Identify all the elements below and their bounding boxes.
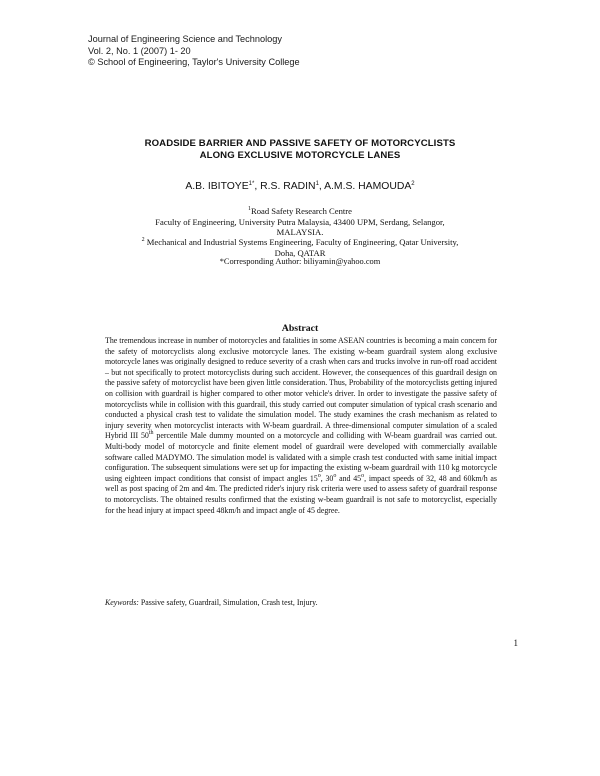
abstract-text: percentile Male dummy mounted on a motorcycle and colliding with W-beam guardrail was carried out. Multi-body model of motorcycle and finite element model of guardrail were developed with commercially available software called MADYMO. The simulation model is validated with a simple crash test conducted with same initial impact configuration. The subsequent simulations were set up for impacting the existing w-beam guardrail with 110 kg motorcycle using eighteen impact conditions that consist of impact angles 15 [105, 431, 498, 483]
title-line-1: ROADSIDE BARRIER AND PASSIVE SAFETY OF MOTORCYCLISTS [144, 138, 456, 149]
author-name: A.B. IBITOYE [185, 181, 249, 192]
abstract-text: , impact speeds of 32, 48 and 60km/h as well as post spacing of 2m and 4m. The predicted rider's injury risk criteria were used to assess safety of guardrail response to motorcyclists. The obtained results confirmed that the existing w-beam guardrail is not safe to motorcyclist, especially for the head injury at impact speed 48km/h and impact angle of 45 degree. [105, 473, 497, 515]
superscript-th: th [148, 430, 154, 437]
author-superscript: 2 [411, 181, 415, 187]
affiliation-line: Mechanical and Industrial Systems Engineering, Faculty of Engineering, Qatar University, [146, 237, 459, 247]
author-superscript: 1* [248, 181, 255, 187]
affiliation-2 [100, 237, 500, 258]
affiliation-superscript: 1 [248, 206, 252, 212]
abstract-text: The tremendous increase in number of motorcycles and fatalities in some ASEAN countries is becoming a main concern for the safety of motorcyclists along exclusive motorcycle lanes. The existing w-beam guardrail system along exclusive motorcycle lanes was originally designed to reduce severity of a crash when cars and trucks involve in run-off road accident – but not specifically to protect motorcyclists during such accident. However, the consequences of this guardrail design on the passive safety of motorcyclist have been given little consideration. Thus, Probability of the motorcyclists getting injured on collision with guardrail is higher compared to other motor vehicle's driver. In order to investigate the passive safety of motorcyclists while in collision with this guardrail, this study carried out computer simulation of typical crash scenario and conducted a physical crash test to validate the simulation model. The study examines the crash mechanism as related to injury severity when motorcyclist interacts with W-beam guardrail. A three-dimensional computer simulation of a scaled Hybrid III 50 [105, 336, 497, 441]
keywords-label: Keywords: [105, 598, 139, 607]
journal-volume: Vol. 2, No. 1 (2007) 1- 20 [88, 45, 191, 56]
author-superscript: 1 [315, 181, 319, 187]
paper-title [60, 138, 540, 162]
author-name: A.M.S. HAMOUDA [324, 181, 412, 192]
journal-name: Journal of Engineering Science and Technology [88, 34, 282, 44]
journal-publisher: © School of Engineering, Taylor's University College [88, 57, 300, 67]
abstract-text: and 45 [336, 473, 362, 483]
journal-header [88, 34, 300, 69]
affiliation-line: MALAYSIA. [276, 227, 324, 238]
affiliation-superscript: 2 [141, 237, 145, 243]
title-line-2: ALONG EXCLUSIVE MOTORCYCLE LANES [199, 150, 401, 161]
affiliation-1 [100, 206, 500, 238]
degree-superscript: o [361, 472, 365, 479]
affiliation-line: Doha, QATAR [274, 247, 326, 258]
abstract-text: , 30 [320, 473, 334, 483]
affiliation-line: Faculty of Engineering, University Putra Malaysia, 43400 UPM, Serdang, Selangor, [155, 216, 445, 227]
keywords-text: Passive safety, Guardrail, Simulation, Crash test, Injury. [138, 598, 318, 607]
corresponding-author: *Corresponding Author: biliyamin@yahoo.com [219, 257, 381, 266]
degree-superscript: o [333, 472, 337, 479]
author-name: R.S. RADIN [260, 181, 316, 192]
keywords [105, 598, 497, 609]
author-list: A.B. $IBITOYE^{1*}$, R.S. RADIN$^1$, A.M.S. HAMOUDA$^2$ [185, 181, 415, 192]
degree-superscript: o [317, 472, 321, 479]
affiliation-line: Road Safety Research Centre [251, 206, 352, 216]
page-number: 1 [513, 638, 518, 648]
abstract-body [105, 336, 497, 516]
abstract-heading: Abstract [281, 323, 319, 334]
